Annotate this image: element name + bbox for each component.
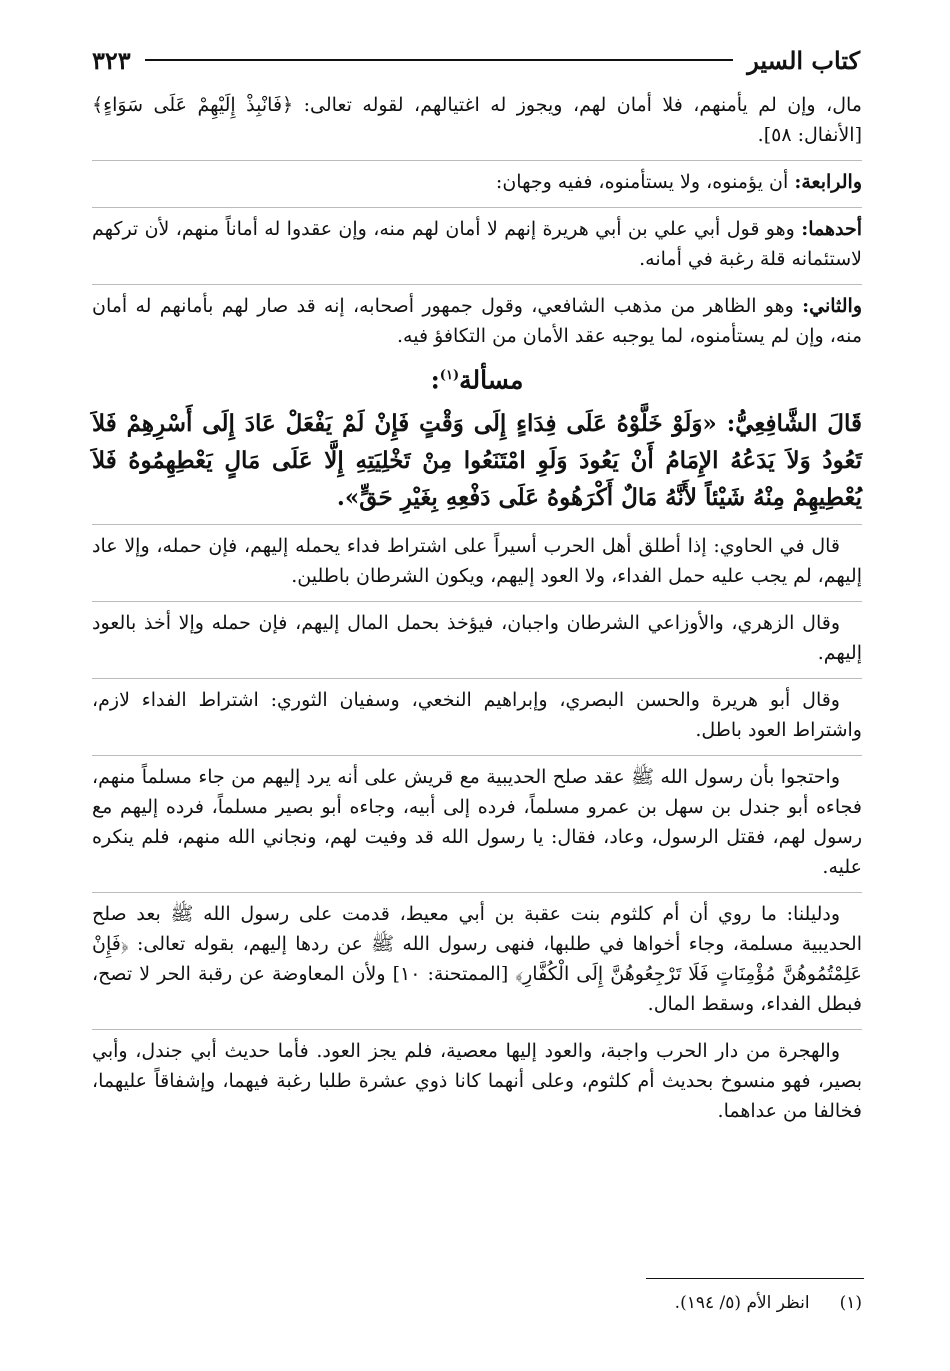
paragraph-thani-text: وهو الظاهر من مذهب الشافعي، وقول جمهور أصحابه، إنه قد صار لهم بأمانهم له أمان منه، وإن لم يستأمنوه، لما يوجبه عقد الأمان من التكافؤ فيه. xyxy=(92,295,862,347)
section-heading-colon: : xyxy=(430,365,440,395)
page-header xyxy=(92,40,860,80)
paragraph-1: مال، وإن لم يأمنهم، فلا أمان لهم، ويجوز له اغتيالهم، لقوله تعالى: ﴿فَانْبِذْ إِلَيْهِمْ عَلَى سَوَاءٍ﴾ [الأنفال: ٥٨]. xyxy=(92,94,862,146)
matn-quote: قَالَ الشَّافِعِيُّ: «وَلَوْ خَلَّوْهُ عَلَى فِدَاءٍ إِلَى وَقْتٍ فَإِنْ لَمْ يَفْعَلْ عَادَ إِلَى أَسْرِهِمْ فَلاَ تَعُودُ وَلاَ يَدَعُهُ الإِمَامُ أَنْ يَعُودَ وَلَوِ امْتَنَعُوا مِنْ تَخْلِيَتِهِ إِلَّا عَلَى مَالٍ يَعْطِهِمُوهُ فَلاَ يُعْطِيهِمْ مِنْهُ شَيْئاً لأَنَّهُ مَالٌ أَكْرَهُوهُ عَلَى دَفْعِهِ بِغَيْرِ حَقٍّ». xyxy=(92,410,862,512)
term-rabia: والرابعة: xyxy=(794,171,862,193)
footnote-separator xyxy=(646,1278,864,1279)
paragraph-ahaduhuma-text: وهو قول أبي علي بن أبي هريرة إنهم لا أمان لهم منه، وإن عقدوا له أماناً منهم، لأن تركهم لاستئمانه قلة رغبة في أمانه. xyxy=(92,218,862,270)
page-body xyxy=(92,90,862,1136)
section-heading xyxy=(92,361,862,395)
header-rule xyxy=(145,59,734,61)
paragraph-zuhri: وقال الزهري، والأوزاعي الشرطان واجبان، فيؤخذ بحمل المال إليهم، فإن حمله وإلا أخذ بالعود إليهم. xyxy=(92,601,862,668)
footnote-number: (١) xyxy=(839,1293,862,1313)
running-title: كتاب السير xyxy=(747,45,860,75)
paragraph-abu-hurayra: وقال أبو هريرة والحسن البصري، وإبراهيم النخعي، وسفيان الثوري: اشتراط الفداء لازم، واشتراط العود باطل. xyxy=(92,678,862,745)
footnote xyxy=(92,1293,862,1313)
section-heading-text: مسألة xyxy=(459,365,524,395)
paragraph-ahaduhuma xyxy=(92,207,862,274)
footnote-marker: (١) xyxy=(439,368,460,383)
footnote-text: انظر الأم (٥/ ١٩٤). xyxy=(674,1293,810,1313)
paragraph-dalilna: ودليلنا: ما روي أن أم كلثوم بنت عقبة بن أبي معيط، قدمت على رسول الله ﷺ بعد صلح الحديبية مسلمة، وجاء أخواها في طلبها، فنهى رسول الله ﷺ عن ردها إليهم، بقوله تعالى: ﴿فَإِنْ عَلِمْتُمُوهُنَّ مُؤْمِنَاتٍ فَلَا تَرْجِعُوهُنَّ إِلَى الْكُفَّارِ﴾ [الممتحنة: ١٠] ولأن المعاوضة عن رقبة الحر لا تصح، فبطل الفداء، وسقط المال. xyxy=(92,892,862,1019)
term-ahaduhuma: أحدهما: xyxy=(801,218,862,240)
page-number: ٣٢٣ xyxy=(92,45,131,75)
paragraph-ihtajju: واحتجوا بأن رسول الله ﷺ عقد صلح الحديبية مع قريش على أنه يرد إليهم من جاء مسلماً منهم، فجاءه أبو جندل بن سهل بن عمرو مسلماً، فرده إلى أبيه، وجاءه أبو بصير مسلماً، فرده إليهم مع رسول لهم، فقتل الرسول، وعاد، فقال: يا رسول الله قد وفيت لهم، ونجاني الله منهم، فلم ينكره عليه. xyxy=(92,755,862,882)
paragraph-thani xyxy=(92,284,862,351)
paragraph-rabia xyxy=(92,160,862,197)
paragraph-hijra: والهجرة من دار الحرب واجبة، والعود إليها معصية، فلم يجز العود. فأما حديث أبي جندل، وأبي بصير، فهو منسوخ بحديث أم كلثوم، وعلى أنهما كانا ذوي عشرة طلبا رغبة فيهما، وإشفاقاً عليهما، فخالفا من عداهما. xyxy=(92,1029,862,1126)
paragraph-rabia-text: أن يؤمنوه، ولا يستأمنوه، ففيه وجهان: xyxy=(495,171,795,193)
paragraph-hawi: قال في الحاوي: إذا أطلق أهل الحرب أسيراً على اشتراط فداء يحمله إليهم، فإن حمله، وإلا عاد إليهم، لم يجب عليه حمل الفداء، ولا العود إليهم، ويكون الشرطان باطلين. xyxy=(92,524,862,591)
term-thani: والثاني: xyxy=(802,295,862,317)
